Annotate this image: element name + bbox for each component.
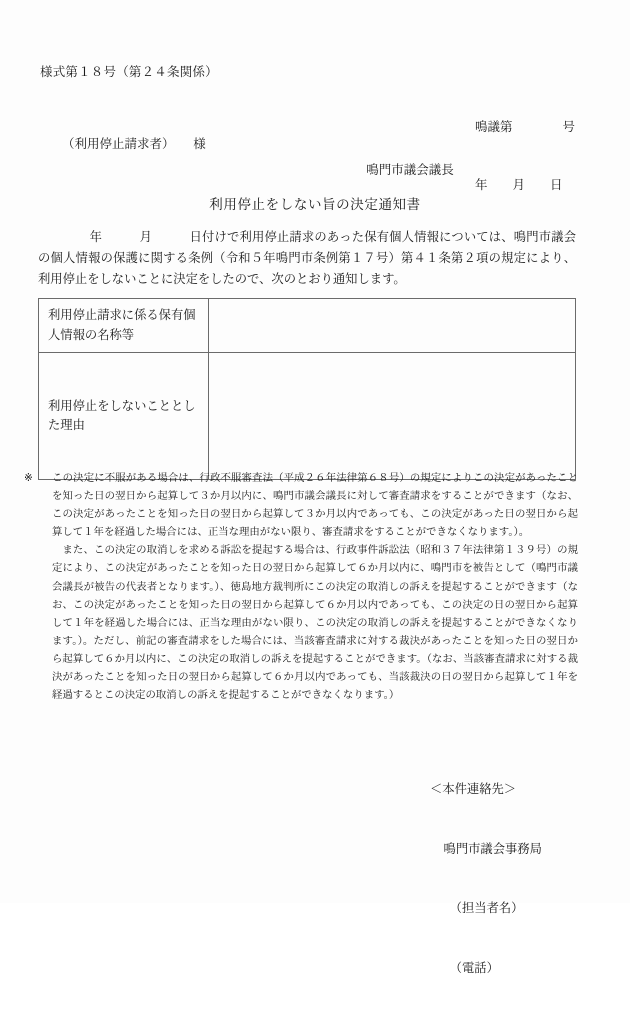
note-marker: ※ — [24, 473, 33, 484]
notes-section — [24, 470, 579, 705]
table-value-reason[interactable] — [209, 353, 576, 480]
addressee-line: （利用停止請求者） 様 — [62, 137, 206, 151]
contact-phone: （電話） — [449, 960, 499, 975]
note-paragraph-appeal-text: この決定に不服がある場合は、行政不服審査法（平成２６年法律第６８号）の規定によりこの決定があったことを知った日の翌日から起算して３か月以内に、鳴門市議会議長に対して審査請求をすることができます（なお、この決定があったことを知った日の翌日から起算して３か月以内であっても、この決定があった日の翌日から起算して１年を経過した場合には、正当な理由がない限り、審査請求をすることができなくなります。）。 — [52, 473, 578, 539]
table-row — [39, 299, 576, 353]
body-paragraph: 年 月 日付けで利用停止請求のあった保有個人情報については、鳴門市議会の個人情報の保護に関する条例（令和５年鳴門市条例第１７号）第４１条第２項の規定により、利用停止をしないことに決定をしたので、次のとおり通知します。 — [38, 230, 576, 287]
issuer-block — [0, 160, 630, 178]
table-value-information-name[interactable] — [209, 299, 576, 353]
contact-block — [430, 740, 542, 1019]
table-row — [39, 353, 576, 480]
table-label-reason: 利用停止をしないこととした理由 — [39, 353, 209, 480]
contact-person: （担当者名） — [449, 901, 524, 916]
note-paragraph-lawsuit: また、この決定の取消しを求める訴訟を提起する場合は、行政事件訴訟法（昭和３７年法律第１３９号）の規定により、この決定があったことを知った日の翌日から起算して６か月以内に、鳴門市を被告として（鳴門市議会議長が被告の代表者となります。）、徳島地方裁判所にこの決定の取消しの訴えを提起することができます（なお、この決定があったことを知った日の翌日から起算して６か月以内であっても、この決定の日の翌日から起算して１年を経過した場合には、正当な理由がない限り、この決定の取消しの訴えを提起することができなくなります。）。ただし、前記の審査請求をした場合には、当該審査請求に対する裁決があったことを知った日の翌日から起算して６か月以内に、この決定の取消しの訴えを提起することができます。（なお、当該審査請求に対する裁決があったことを知った日の翌日から起算して６か月以内であっても、当該裁決の日の翌日から起算して１年を経過するとこの決定の取消しの訴えを提起することができなくなります。） — [52, 545, 579, 702]
information-table — [38, 298, 576, 480]
document-number-line: 鳴議第 号 — [474, 119, 575, 134]
page-title: 利用停止をしない旨の決定通知書 — [209, 197, 421, 212]
issuer-name: 鳴門市議会議長 — [366, 163, 454, 177]
note-paragraph-appeal — [24, 470, 578, 542]
contact-heading: ＜本件連絡先＞ — [430, 781, 517, 796]
document-date-line: 年 月 日 — [474, 177, 563, 192]
form-number: 様式第１８号（第２４条関係） — [40, 65, 218, 79]
contact-office: 鳴門市議会事務局 — [443, 841, 542, 856]
table-label-information-name: 利用停止請求に係る保有個人情報の名称等 — [39, 299, 209, 353]
